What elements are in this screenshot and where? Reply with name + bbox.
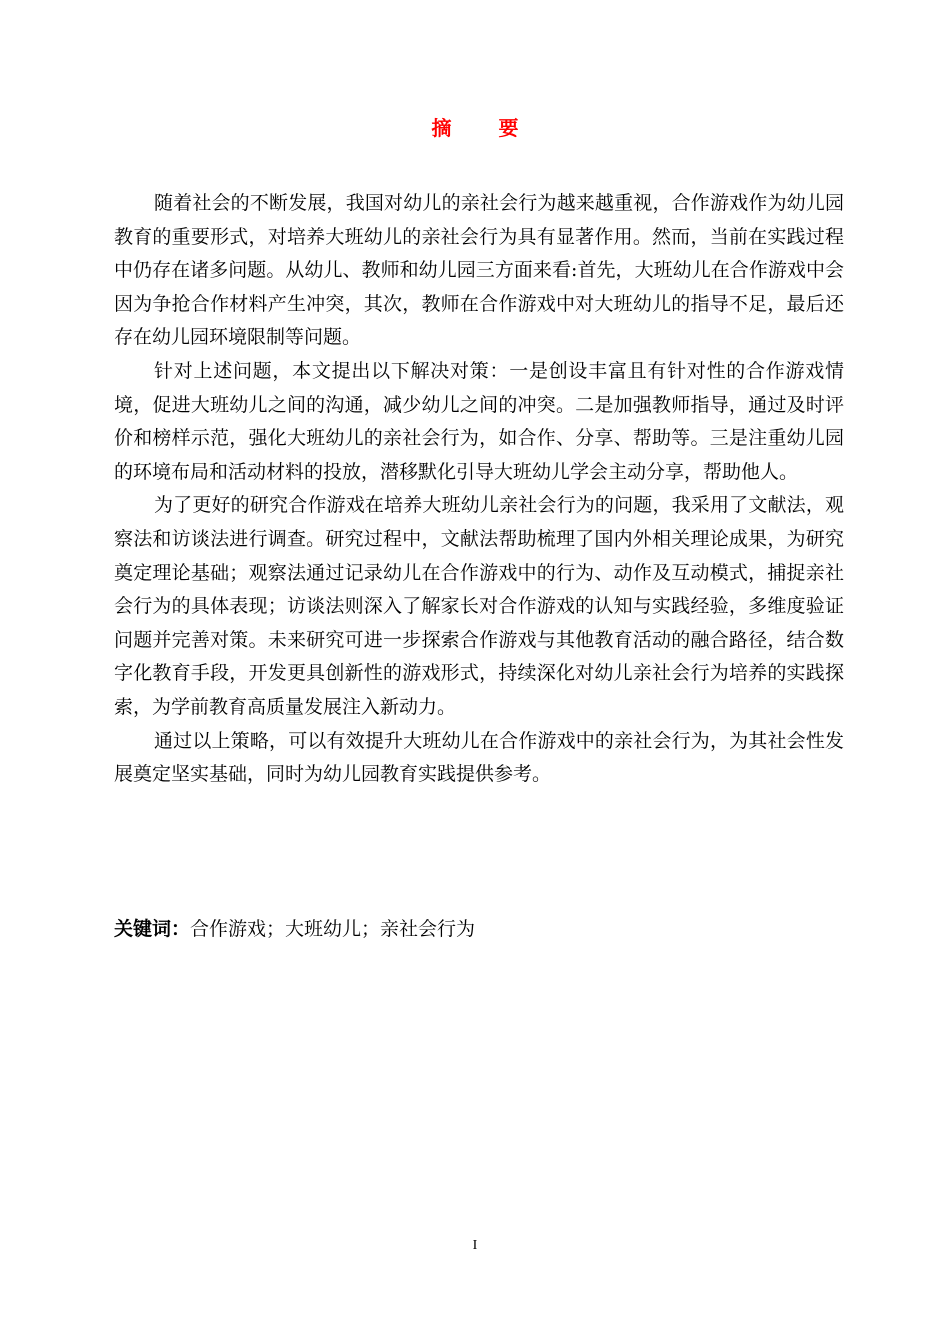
abstract-paragraph-1: 随着社会的不断发展，我国对幼儿的亲社会行为越来越重视，合作游戏作为幼儿园教育的重要形式，对培养大班幼儿的亲社会行为具有显著作用。然而，当前在实践过程中仍存在诸多问题。从幼儿、教师和幼儿园三方面来看:首先，大班幼儿在合作游戏中会因为争抢合作材料产生冲突，其次，教师在合作游戏中对大班幼儿的指导不足，最后还存在幼儿园环境限制等问题。 — [114, 192, 844, 349]
abstract-paragraph-3: 为了更好的研究合作游戏在培养大班幼儿亲社会行为的问题，我采用了文献法，观察法和访谈法进行调查。研究过程中，文献法帮助梳理了国内外相关理论成果，为研究奠定理论基础；观察法通过记录幼儿在合作游戏中的行为、动作及互动模式，捕捉亲社会行为的具体表现；访谈法则深入了解家长对合作游戏的认知与实践经验，多维度验证问题并完善对策。未来研究可进一步探索合作游戏与其他教育活动的融合路径，结合数字化教育手段，开发更具创新性的游戏形式，持续深化对幼儿亲社会行为培养的实践探索，为学前教育高质量发展注入新动力。 — [114, 494, 844, 718]
keywords-line — [114, 914, 844, 944]
abstract-title: 摘 要 — [431, 116, 539, 140]
page-number: I — [472, 1238, 478, 1253]
keywords-label: 关键词： — [114, 918, 191, 940]
abstract-body — [114, 187, 844, 792]
abstract-paragraph-2: 针对上述问题，本文提出以下解决对策：一是创设丰富且有针对性的合作游戏情境，促进大班幼儿之间的沟通，减少幼儿之间的冲突。二是加强教师指导，通过及时评价和榜样示范，强化大班幼儿的亲社会行为，如合作、分享、帮助等。三是注重幼儿园的环境布局和活动材料的投放，潜移默化引导大班幼儿学会主动分享，帮助他人。 — [114, 359, 844, 483]
keywords-text: 合作游戏；大班幼儿；亲社会行为 — [190, 918, 476, 940]
abstract-paragraph-4: 通过以上策略，可以有效提升大班幼儿在合作游戏中的亲社会行为，为其社会性发展奠定坚实基础，同时为幼儿园教育实践提供参考。 — [114, 729, 844, 786]
